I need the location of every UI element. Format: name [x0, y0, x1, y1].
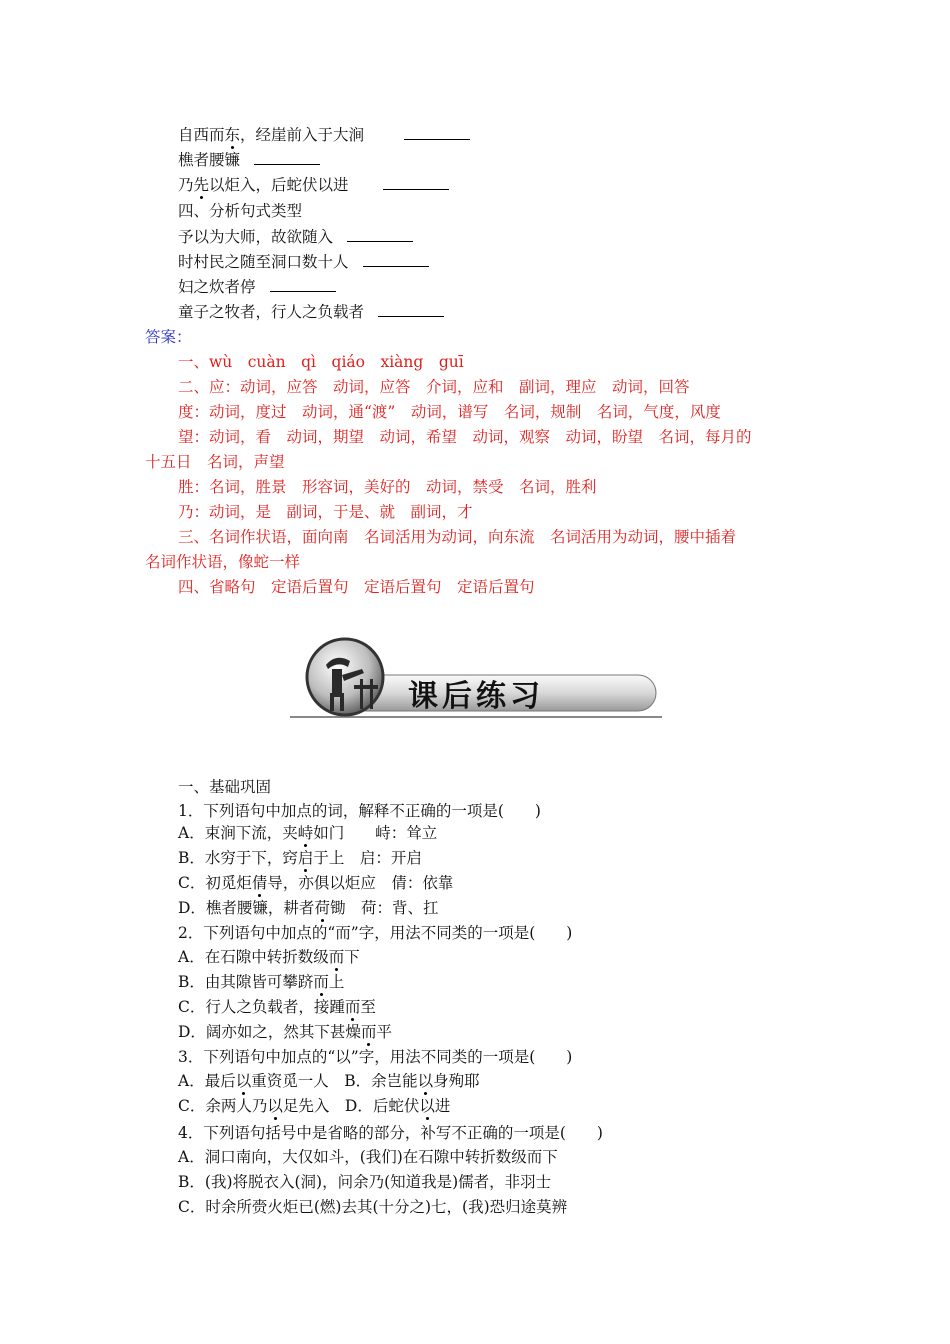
option-line: B．水穷于下，窍启于上 启：开启 [178, 849, 422, 867]
text-line: 妇之炊者停 [178, 276, 336, 298]
answer-blank [383, 175, 449, 190]
option-line: A．洞口南向，大仅如斗，(我们)在石隙中转折数级而下 [178, 1148, 558, 1166]
answer-blank [254, 150, 320, 165]
answer-line: 一、wù cuàn qì qiáo xiàng guī [178, 353, 464, 371]
dotted-char: 而 [360, 1023, 377, 1041]
dotted-char: 以 [419, 1097, 435, 1115]
answer-blank [378, 302, 444, 317]
answer-blank [347, 227, 413, 242]
answer-blank [363, 252, 429, 267]
answer-line: 三、名词作状语，面向南 名词活用为动词，向东流 名词活用为动词，腰中插着 [178, 528, 737, 546]
dotted-char: 东 [224, 126, 241, 144]
exercise-heading: 一、基础巩固 [178, 778, 272, 796]
section-heading: 四、分析句式类型 [178, 202, 303, 220]
option-line: C．初觅炬倩导，亦俱以炬应 倩：依靠 [178, 874, 454, 892]
dotted-char: 荷 [314, 899, 330, 917]
option-line: A．最后以重资觅一人 B．余岂能以身殉耶 [178, 1072, 480, 1090]
answer-line: 二、应：动词，应答 动词，应答 介词，应和 副词，理应 动词，回答 [178, 378, 690, 396]
banner-title: 课后练习 [408, 679, 544, 714]
text-line: 童子之牧者，行人之负载者 [178, 301, 444, 323]
answer-line: 望：动词，看 动词，期望 动词，希望 动词，观察 动词，盼望 名词，每月的 [178, 428, 752, 446]
answer-line: 十五日 名词，声望 [145, 453, 285, 471]
text-line: 予以为大师，故欲随入 [178, 226, 413, 248]
answer-line: 名词作状语，像蛇一样 [145, 553, 301, 571]
answer-line: 度：动词，度过 动词，通“渡” 动词，谱写 名词，规制 名词，气度，风度 [178, 403, 721, 421]
option-line: B．(我)将脱衣入(洞)，问余乃(知道我是)儒者，非羽士 [178, 1173, 552, 1191]
question-2: 2．下列语句中加点的“而”字，用法不同类的一项是( ) [178, 924, 573, 942]
question-3: 3．下列语句中加点的“以”字，用法不同类的一项是( ) [178, 1048, 573, 1066]
question-4: 4．下列语句括号中是省略的部分，补写不正确的一项是( ) [178, 1124, 603, 1142]
answer-line: 四、省略句 定语后置句 定语后置句 定语后置句 [178, 578, 535, 596]
option-line: C．行人之负载者，接踵而至 [178, 998, 376, 1016]
option-line: B．由其隙皆可攀跻而上 [178, 973, 345, 991]
dotted-char: 以 [235, 1072, 252, 1090]
option-line: C．时余所赍火炬已(燃)去其(十分之)七，(我)恐归途莫辨 [178, 1198, 568, 1216]
option-line: D．樵者腰镰，耕者荷锄 荷：背、扛 [178, 899, 439, 917]
dotted-char: 先 [193, 176, 210, 194]
answer-line: 胜：名词，胜景 形容词，美好的 动词，禁受 名词，胜利 [178, 478, 597, 496]
answer-blank [270, 277, 336, 292]
dotted-char: 峙 [297, 824, 314, 842]
option-line: D．阔亦如之，然其下甚燥而平 [178, 1023, 392, 1041]
text-line: 时村民之随至洞口数十人 [178, 251, 429, 273]
text-line: 乃先以炬入，后蛇伏以进 [178, 174, 449, 196]
text-line: 自西而东，经崖前入于大涧 [178, 124, 470, 146]
answer-line: 乃：动词，是 副词，于是、就 副词，才 [178, 503, 473, 521]
dotted-char: 以 [417, 1072, 434, 1090]
section-banner [290, 635, 662, 723]
dotted-char: 倩 [251, 874, 268, 892]
dotted-char: 而 [344, 998, 361, 1016]
answer-blank [404, 125, 470, 140]
dotted-char: 而 [328, 948, 345, 966]
option-line: A．在石隙中转折数级而下 [178, 948, 360, 966]
text-line: 樵者腰镰 [178, 149, 320, 171]
option-line: A．束涧下流，夹峙如门 峙：耸立 [178, 824, 438, 842]
dotted-char: 以 [267, 1097, 283, 1115]
option-line: C．余两人乃以足先入 D．后蛇伏以进 [178, 1097, 451, 1115]
question-1: 1．下列语句中加点的词，解释不正确的一项是( ) [178, 802, 541, 820]
dotted-char: 而 [313, 973, 329, 991]
dotted-char: 启 [297, 849, 314, 867]
answer-label: 答案： [145, 328, 192, 346]
